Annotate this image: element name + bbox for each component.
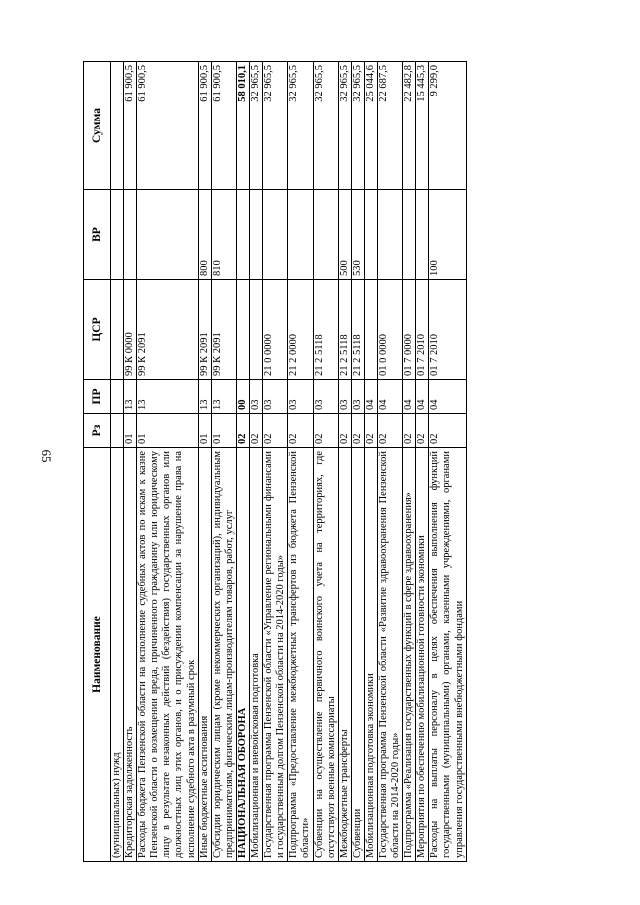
table-row: [137, 62, 198, 862]
row-rz: 01: [211, 414, 236, 448]
row-rz: 02: [416, 414, 429, 448]
row-csr: 01 7 2010: [416, 280, 429, 380]
row-rz: 02: [338, 414, 351, 448]
row-rz: 01: [198, 414, 211, 448]
row-sum: 15 445,3: [416, 62, 429, 190]
row-sum: 61 900,5: [211, 62, 236, 190]
table-row: [263, 62, 288, 862]
table-row: [364, 62, 377, 862]
row-rz: 02: [377, 414, 402, 448]
row-csr: 01 0 0000: [377, 280, 402, 380]
row-name: Расходы бюджета Пензенской области на исполнение судебных актов по искам к казне Пензенской области о возмещении вреда, причиненного гражданину или юридическому лицу в результате незаконных действий (бездействия) государственных органов или должностных лиц этих органов, и о присуждении компенсации за нарушение права на исполнение судебного акта в разумный срок: [137, 448, 198, 862]
row-csr: 21 2 5118: [351, 280, 364, 380]
header-vr: ВР: [84, 190, 111, 280]
page-number: 65: [39, 449, 54, 463]
row-rz: 02: [263, 414, 288, 448]
table-row: [351, 62, 364, 862]
row-sum: 32 965,5: [351, 62, 364, 190]
row-rz: 02: [250, 414, 263, 448]
row-sum: 22 687,5: [377, 62, 402, 190]
row-csr: [250, 280, 263, 380]
row-pr: 13: [211, 380, 236, 414]
header-name: Наименование: [84, 448, 111, 862]
row-rz: 02: [288, 414, 313, 448]
row-csr: [364, 280, 377, 380]
table-row: [198, 62, 211, 862]
row-name: Подпрограмма «Реализация государственных функций в сфере здравоохранения»: [403, 448, 416, 862]
row-pr: 03: [288, 380, 313, 414]
row-vr: [364, 190, 377, 280]
row-vr: [416, 190, 429, 280]
row-pr: 04: [403, 380, 416, 414]
row-vr: 500: [338, 190, 351, 280]
row-vr: 800: [198, 190, 211, 280]
row-vr: [403, 190, 416, 280]
row-name: (муниципальных) нужд: [111, 448, 124, 862]
header-rz: Рз: [84, 414, 111, 448]
row-sum: 32 965,5: [288, 62, 313, 190]
table-row: [236, 62, 249, 862]
row-sum: 32 965,5: [263, 62, 288, 190]
table-row: [429, 62, 466, 862]
table-row: [288, 62, 313, 862]
row-rz: 02: [351, 414, 364, 448]
header-pr: ПР: [84, 380, 111, 414]
row-name: Подпрограмма «Предоставление межбюджетных трансфертов из бюджета Пензенской области»: [288, 448, 313, 862]
row-rz: [111, 414, 124, 448]
row-name: Субвенции на осуществление первичного воинского учета на территориях, где отсутствуют военные комиссариаты: [313, 448, 338, 862]
row-csr: 21 0 0000: [263, 280, 288, 380]
row-vr: [250, 190, 263, 280]
row-rz: 02: [364, 414, 377, 448]
row-sum: 58 010,1: [236, 62, 249, 190]
table-row: [111, 62, 124, 862]
rotated-page: [83, 62, 558, 862]
header-sum: Сумма: [84, 62, 111, 190]
row-name: Кредиторская задолженность: [124, 448, 137, 862]
row-csr: 99 К 2091: [137, 280, 198, 380]
table-row: [313, 62, 338, 862]
row-vr: [263, 190, 288, 280]
row-sum: 32 965,5: [313, 62, 338, 190]
row-vr: 530: [351, 190, 364, 280]
table-row: [416, 62, 429, 862]
row-pr: 13: [124, 380, 137, 414]
row-vr: 100: [429, 190, 466, 280]
row-csr: [111, 280, 124, 380]
header-row: [84, 62, 111, 862]
row-rz: 01: [137, 414, 198, 448]
row-vr: [124, 190, 137, 280]
row-rz: 02: [403, 414, 416, 448]
row-pr: 13: [137, 380, 198, 414]
row-name: Субсидии юридическим лицам (кроме некоммерческих организаций), индивидуальным предпринимателям, физическим лицам-производителям товаров, работ, услуг: [211, 448, 236, 862]
row-pr: 04: [416, 380, 429, 414]
table-row: [403, 62, 416, 862]
table-row: [124, 62, 137, 862]
row-pr: 04: [364, 380, 377, 414]
row-csr: 21 2 5118: [338, 280, 351, 380]
row-rz: 02: [313, 414, 338, 448]
header-csr: ЦСР: [84, 280, 111, 380]
row-sum: 22 482,8: [403, 62, 416, 190]
budget-table: [83, 61, 467, 862]
table-row: [377, 62, 402, 862]
row-sum: [111, 62, 124, 190]
row-rz: 02: [429, 414, 466, 448]
row-vr: [137, 190, 198, 280]
row-csr: 01 7 2010: [429, 280, 466, 380]
row-name: Государственная программа Пензенской области «Управление региональными финансами и государственным долгом Пензенской области на 2014-2020 годы»: [263, 448, 288, 862]
row-pr: 13: [198, 380, 211, 414]
row-pr: 04: [429, 380, 466, 414]
row-sum: 32 965,5: [250, 62, 263, 190]
row-csr: 99 К 2091: [211, 280, 236, 380]
row-sum: 9 299,0: [429, 62, 466, 190]
table-row: [250, 62, 263, 862]
row-csr: [236, 280, 249, 380]
row-pr: 03: [351, 380, 364, 414]
row-name: Мобилизационная подготовка экономики: [364, 448, 377, 862]
row-name: Межбюджетные трансферты: [338, 448, 351, 862]
row-csr: 21 2 0000: [288, 280, 313, 380]
row-pr: 03: [250, 380, 263, 414]
row-csr: 99 К 2091: [198, 280, 211, 380]
row-sum: 61 900,5: [137, 62, 198, 190]
row-vr: [111, 190, 124, 280]
row-name: Государственная программа Пензенской области «Развитие здравоохранения Пензенской области на 2014-2020 годы»: [377, 448, 402, 862]
row-name: Расходы на выплаты персоналу в целях обеспечения выполнения функций государственными (муниципальными) органами, казенными учреждениями, органами управления государственными внебюджетными фондами: [429, 448, 466, 862]
row-name: НАЦИОНАЛЬНАЯ ОБОРОНА: [236, 448, 249, 862]
row-vr: [313, 190, 338, 280]
row-pr: [111, 380, 124, 414]
row-rz: 02: [236, 414, 249, 448]
row-name: Мероприятия по обеспечению мобилизационной готовности экономики: [416, 448, 429, 862]
row-sum: 61 900,5: [124, 62, 137, 190]
row-vr: [377, 190, 402, 280]
row-sum: 61 900,5: [198, 62, 211, 190]
row-pr: 03: [313, 380, 338, 414]
row-pr: 03: [263, 380, 288, 414]
row-name: Мобилизационная и вневойсковая подготовка: [250, 448, 263, 862]
table-row: [338, 62, 351, 862]
row-name: Иные бюджетные ассигнования: [198, 448, 211, 862]
row-csr: 99 К 0000: [124, 280, 137, 380]
row-csr: 01 7 0000: [403, 280, 416, 380]
row-vr: 810: [211, 190, 236, 280]
row-name: Субвенции: [351, 448, 364, 862]
row-pr: 00: [236, 380, 249, 414]
row-pr: 03: [338, 380, 351, 414]
row-sum: 32 965,5: [338, 62, 351, 190]
row-csr: 21 2 5118: [313, 280, 338, 380]
row-pr: 04: [377, 380, 402, 414]
row-rz: 01: [124, 414, 137, 448]
row-vr: [288, 190, 313, 280]
row-vr: [236, 190, 249, 280]
table-row: [211, 62, 236, 862]
row-sum: 25 044,6: [364, 62, 377, 190]
